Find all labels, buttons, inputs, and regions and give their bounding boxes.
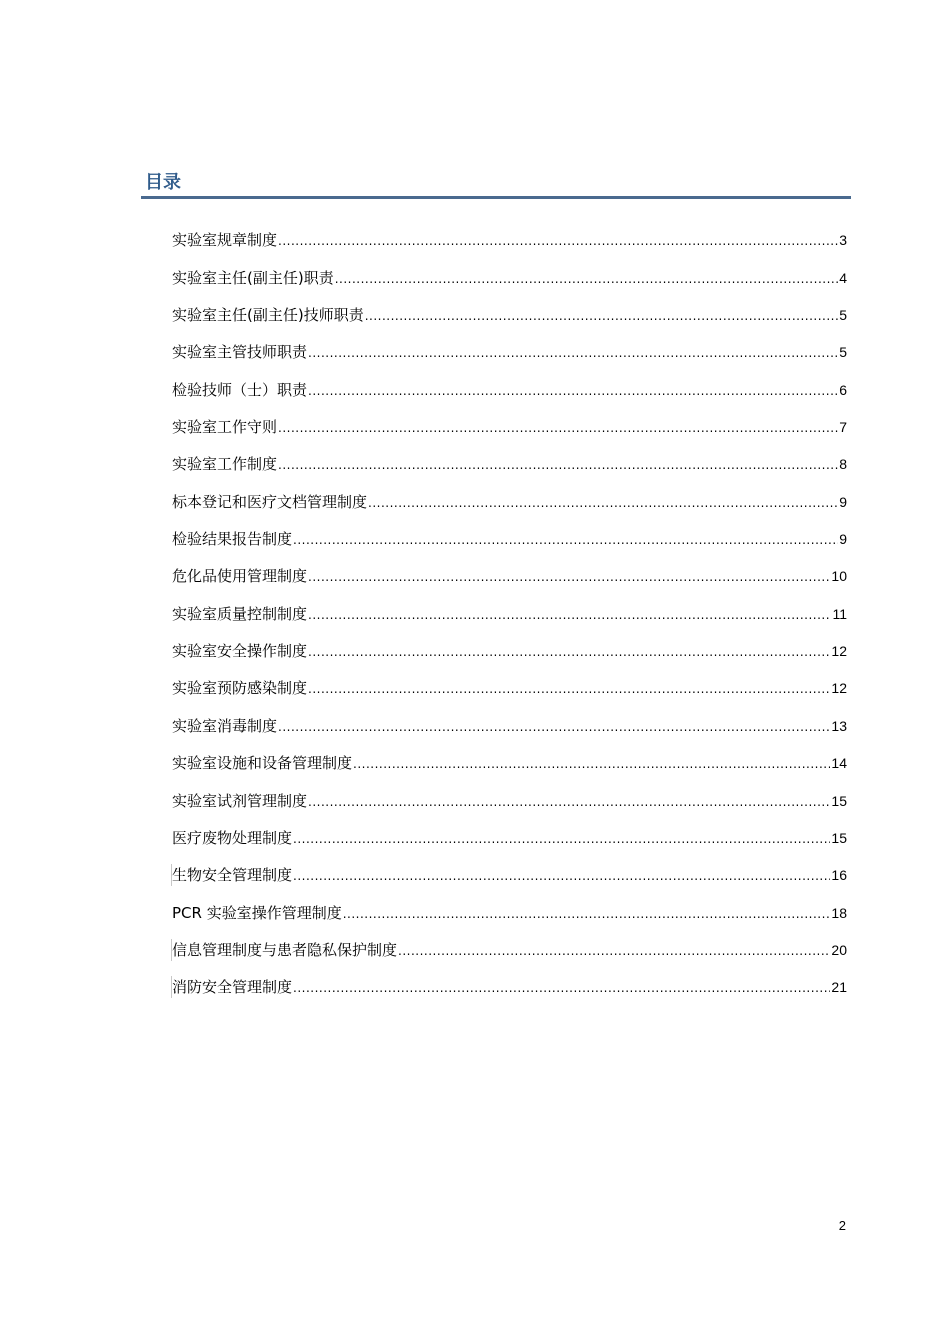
toc-entry[interactable] [172,550,847,587]
toc-dot-leader [398,945,830,957]
toc-entry[interactable] [172,363,847,400]
toc-dot-leader [293,870,830,882]
toc-entry[interactable] [172,886,847,923]
toc-dot-leader [308,385,838,397]
toc-entry-title[interactable]: 检验结果报告制度 [172,530,293,549]
toc-entry[interactable] [172,924,847,961]
toc-entry-page[interactable]: 10 [831,568,847,585]
toc-entry-title[interactable]: PCR 实验室操作管理制度 [172,903,342,922]
toc-entry-page[interactable]: 14 [831,755,847,772]
toc-dot-leader [365,310,838,322]
toc-entry[interactable] [172,961,847,998]
toc-entry[interactable] [172,625,847,662]
toc-dot-leader [308,571,830,583]
toc-entry-page[interactable]: 5 [839,344,847,361]
toc-entry[interactable] [172,214,847,251]
toc-entry-title[interactable]: 实验室消毒制度 [172,716,278,735]
toc-entry-title[interactable]: 实验室主任(副主任)技师职责 [172,306,364,325]
toc-entry[interactable] [172,475,847,512]
toc-entry-title[interactable]: 实验室主管技师职责 [172,343,308,362]
toc-entry-page[interactable]: 21 [831,979,847,996]
toc-entry[interactable] [172,849,847,886]
toc-entry-page[interactable]: 12 [831,680,847,697]
toc-entry-page[interactable]: 3 [839,232,847,249]
toc-entry-page[interactable]: 20 [831,941,847,958]
toc-dot-leader [293,534,838,546]
toc-entry[interactable] [172,251,847,288]
toc-entry[interactable] [172,774,847,811]
toc-dot-leader [278,422,838,434]
toc-entry-title[interactable]: 检验技师（士）职责 [172,380,308,399]
toc-dot-leader [293,833,830,845]
toc-entry-title[interactable]: 实验室工作守则 [172,418,278,437]
toc-list [172,214,847,998]
toc-entry-page[interactable]: 12 [831,643,847,660]
toc-entry-title[interactable]: 医疗废物处理制度 [172,828,293,847]
toc-entry-page[interactable]: 16 [831,867,847,884]
toc-dot-leader [308,683,830,695]
toc-entry[interactable] [172,401,847,438]
toc-entry[interactable] [172,737,847,774]
toc-entry-page[interactable]: 9 [839,493,847,510]
toc-entry-title[interactable]: 生物安全管理制度 [172,866,293,885]
toc-entry[interactable] [172,699,847,736]
toc-dot-leader [278,235,838,247]
toc-dot-leader [308,609,831,621]
toc-entry-page[interactable]: 5 [839,307,847,324]
page-number: 2 [838,1218,846,1233]
toc-dot-leader [343,908,831,920]
toc-entry-title[interactable]: 实验室工作制度 [172,455,278,474]
toc-entry-title[interactable]: 危化品使用管理制度 [172,567,308,586]
toc-heading: 目录 [145,172,181,193]
toc-entry-title[interactable]: 实验室设施和设备管理制度 [172,754,353,773]
toc-entry-page[interactable]: 7 [839,419,847,436]
toc-entry-title[interactable]: 信息管理制度与患者隐私保护制度 [172,940,398,959]
toc-entry-title[interactable]: 实验室安全操作制度 [172,642,308,661]
toc-entry-page[interactable]: 15 [831,829,847,846]
toc-entry[interactable] [172,438,847,475]
toc-entry-title[interactable]: 实验室试剂管理制度 [172,791,308,810]
toc-dot-leader [308,347,838,359]
toc-entry[interactable] [172,289,847,326]
toc-entry[interactable] [172,812,847,849]
toc-entry-title[interactable]: 标本登记和医疗文档管理制度 [172,492,368,511]
toc-entry-title[interactable]: 消防安全管理制度 [172,978,293,997]
toc-dot-leader [278,459,838,471]
toc-entry-page[interactable]: 18 [831,904,847,921]
toc-entry-title[interactable]: 实验室主任(副主任)职责 [172,268,334,287]
toc-entry[interactable] [172,662,847,699]
toc-entry-page[interactable]: 9 [839,531,847,548]
toc-entry-title[interactable]: 实验室规章制度 [172,231,278,250]
toc-entry-title[interactable]: 实验室质量控制制度 [172,604,308,623]
toc-entry-page[interactable]: 4 [839,269,847,286]
toc-entry-page[interactable]: 11 [832,605,847,622]
toc-heading-rule [141,196,851,199]
toc-dot-leader [335,273,838,285]
toc-dot-leader [368,497,838,509]
toc-dot-leader [308,646,830,658]
toc-entry-page[interactable]: 6 [839,381,847,398]
toc-entry[interactable] [172,513,847,550]
toc-entry[interactable] [172,587,847,624]
toc-entry-title[interactable]: 实验室预防感染制度 [172,679,308,698]
toc-entry-page[interactable]: 15 [831,792,847,809]
toc-entry[interactable] [172,326,847,363]
toc-dot-leader [308,796,830,808]
toc-entry-page[interactable]: 8 [839,456,847,473]
toc-dot-leader [353,758,830,770]
toc-entry-page[interactable]: 13 [831,717,847,734]
toc-dot-leader [293,982,830,994]
toc-dot-leader [278,721,830,733]
